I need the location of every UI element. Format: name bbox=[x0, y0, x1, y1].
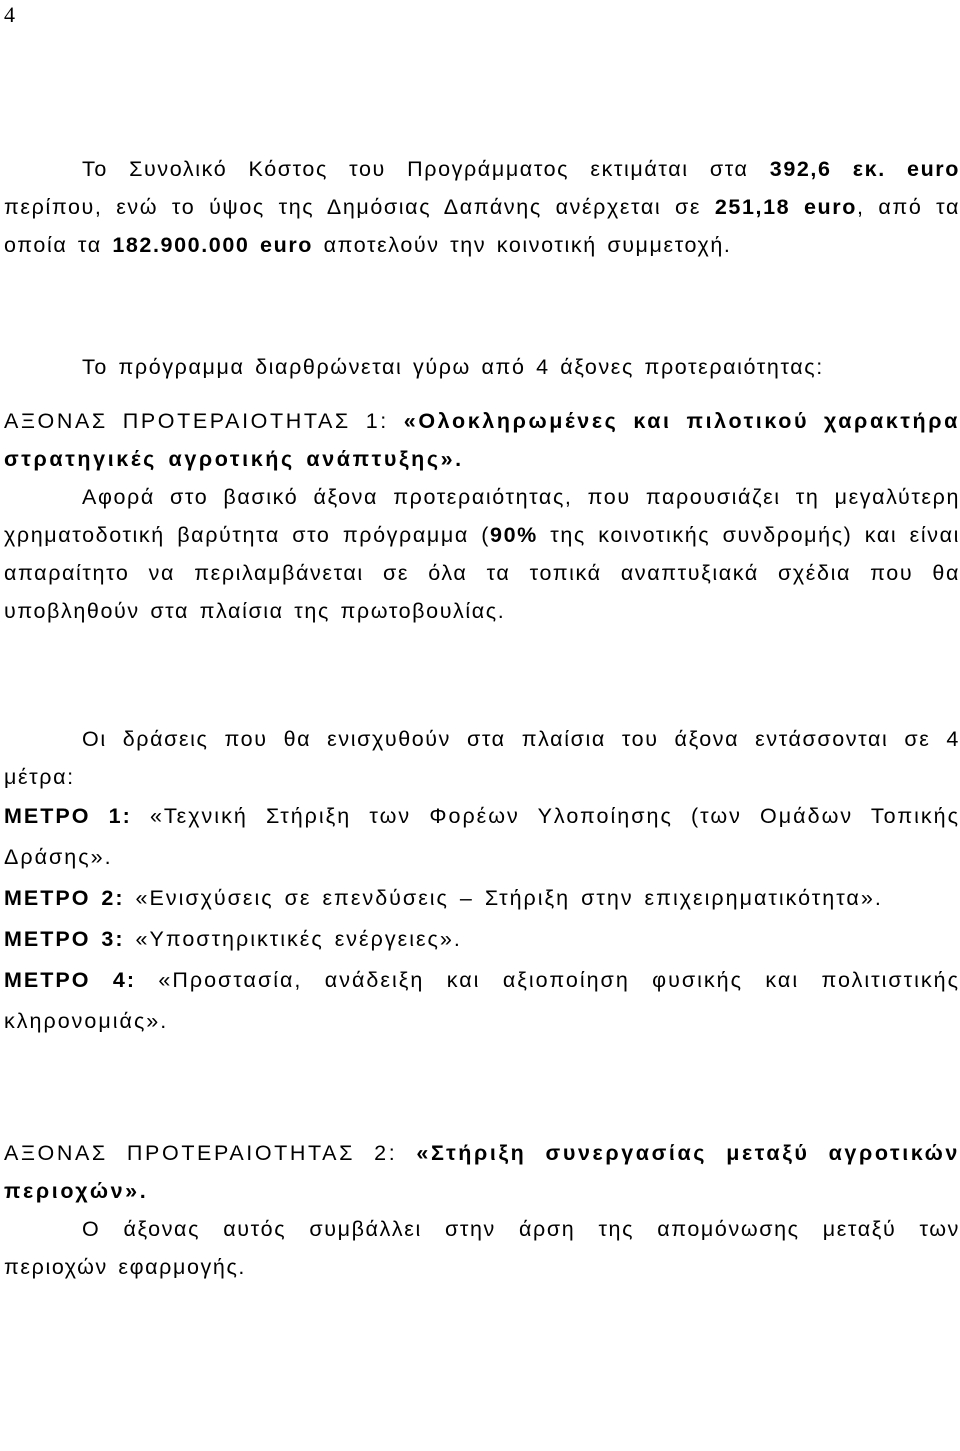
axis1-desc-c: της κοινοτικής συνδρομής) και είναι απαραίτητο να περιλαμβάνεται σε όλα τα τοπικά αναπτυξιακά σχέδια που θα υποβληθούν στα πλαίσια της πρωτοβουλίας. bbox=[4, 523, 960, 623]
page-number: 4 bbox=[4, 2, 15, 27]
axis2-heading bbox=[4, 1134, 960, 1210]
measure-text: «Υποστηρικτικές ενέργειες». bbox=[135, 927, 462, 951]
axis1-heading bbox=[4, 402, 960, 478]
axis2-title: «Στήριξη συνεργασίας μεταξύ αγροτικών περιοχών». bbox=[4, 1141, 960, 1203]
intro-text-3: , από τα οποία τα bbox=[4, 195, 960, 257]
axes-intro: Το πρόγραμμα διαρθρώνεται γύρω από 4 άξονες προτεραιότητας: bbox=[82, 355, 824, 379]
public-expenditure: 251,18 euro bbox=[714, 195, 857, 219]
intro-text-1: Το Συνολικό Κόστος του Προγράμματος εκτιμάται στα bbox=[82, 157, 770, 181]
measures-intro: Οι δράσεις που θα ενισχυθούν στα πλαίσια του άξονα εντάσσονται σε 4 μέτρα: bbox=[4, 727, 960, 789]
measure-label: ΜΕΤΡΟ 4: bbox=[4, 968, 159, 992]
measure-label: ΜΕΤΡΟ 2: bbox=[4, 886, 136, 910]
axis1-label: ΑΞΟΝΑΣ ΠΡΟΤΕΡΑΙΟΤΗΤΑΣ 1: bbox=[4, 409, 404, 433]
measure-item bbox=[4, 919, 960, 960]
measures-list bbox=[4, 796, 960, 1042]
total-cost: 392,6 εκ. euro bbox=[769, 157, 960, 181]
measure-text: «Προστασία, ανάδειξη και αξιοποίηση φυσικής και πολιτιστικής κληρονομιάς». bbox=[4, 968, 960, 1033]
axis1-percent: 90% bbox=[490, 523, 538, 547]
axis1-description bbox=[4, 478, 960, 630]
measure-label: ΜΕΤΡΟ 3: bbox=[4, 927, 136, 951]
intro-paragraph bbox=[4, 150, 960, 264]
axis2-label: ΑΞΟΝΑΣ ΠΡΟΤΕΡΑΙΟΤΗΤΑΣ 2: bbox=[4, 1141, 417, 1165]
axis2-description: Ο άξονας αυτός συμβάλλει στην άρση της απομόνωσης μεταξύ των περιοχών εφαρμογής. bbox=[4, 1217, 960, 1279]
measure-item bbox=[4, 878, 960, 919]
measure-text: «Ενισχύσεις σε επενδύσεις – Στήριξη στην επιχειρηματικότητα». bbox=[135, 886, 883, 910]
measure-item bbox=[4, 796, 960, 878]
document-body bbox=[4, 150, 960, 1286]
measure-item bbox=[4, 960, 960, 1042]
measure-label: ΜΕΤΡΟ 1: bbox=[4, 804, 150, 828]
axis1-desc-a: Αφορά στο βασικό άξονα προτεραιότητας, που παρουσιάζει τη μεγαλύτερη χρηματοδοτική βαρύτητα στο πρόγραμμα ( bbox=[4, 485, 960, 547]
measure-text: «Τεχνική Στήριξη των Φορέων Υλοποίησης (των Ομάδων Τοπικής Δράσης». bbox=[4, 804, 960, 869]
intro-text-2: περίπου, ενώ το ύψος της Δημόσιας Δαπάνης ανέρχεται σε bbox=[4, 195, 715, 219]
community-contribution: 182.900.000 euro bbox=[112, 233, 314, 257]
axis1-title: «Ολοκληρωμένες και πιλοτικού χαρακτήρα στρατηγικές αγροτικής ανάπτυξης». bbox=[4, 409, 960, 471]
intro-text-4: αποτελούν την κοινοτική συμμετοχή. bbox=[313, 233, 732, 257]
